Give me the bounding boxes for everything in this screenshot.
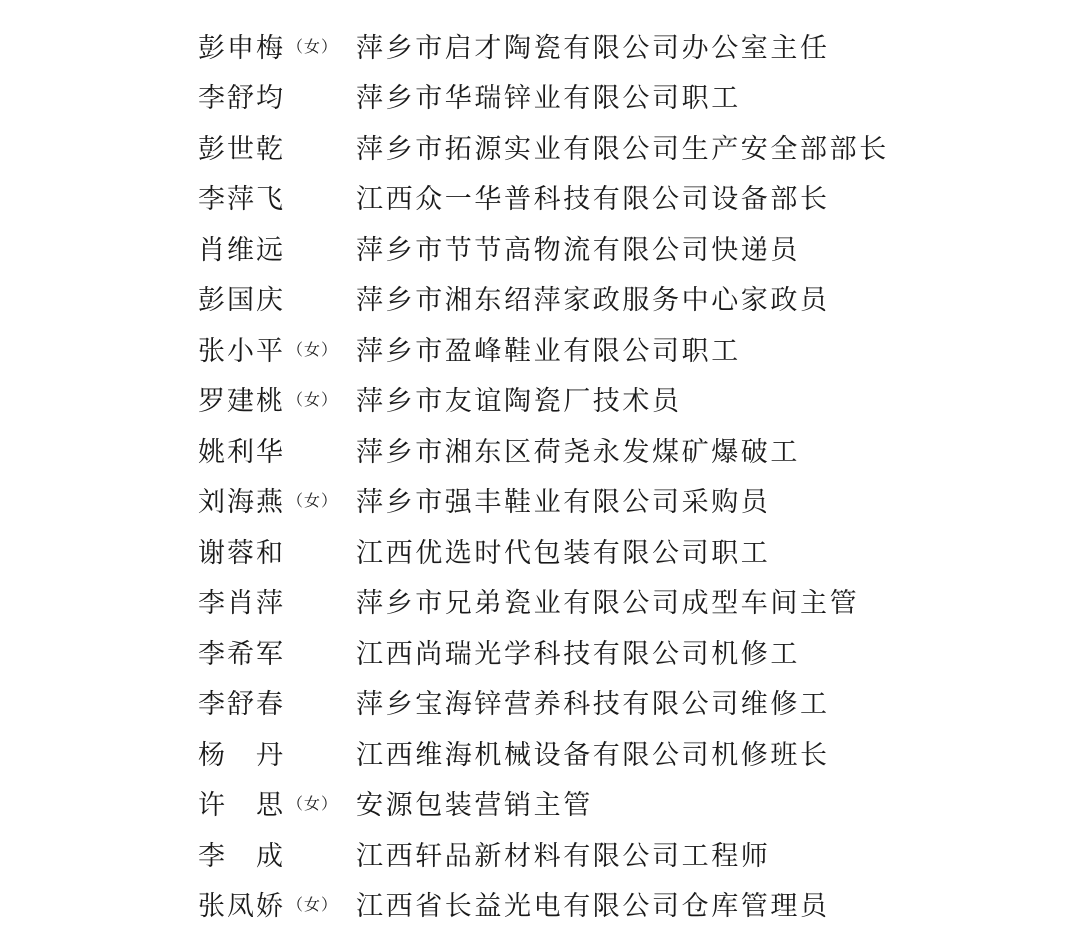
list-item xyxy=(198,475,1058,526)
organization-title: 萍乡市友谊陶瓷厂技术员 xyxy=(356,386,682,418)
name-cell xyxy=(198,329,356,368)
list-item xyxy=(198,374,1058,425)
organization-title: 萍乡市华瑞锌业有限公司职工 xyxy=(356,83,741,115)
organization-title: 萍乡市盈峰鞋业有限公司职工 xyxy=(356,335,741,367)
name-cell xyxy=(198,783,356,822)
name-cell xyxy=(198,26,356,65)
organization-title: 江西轩品新材料有限公司工程师 xyxy=(356,840,771,872)
name-cell xyxy=(198,480,356,519)
organization-title: 萍乡市湘东区荷尧永发煤矿爆破工 xyxy=(356,436,800,468)
gender-note: （女） xyxy=(287,36,339,56)
list-item xyxy=(198,121,1058,172)
name-cell xyxy=(198,884,356,923)
list-item xyxy=(198,273,1058,324)
list-item xyxy=(198,778,1058,829)
person-name: 彭国庆 xyxy=(198,285,285,317)
name-cell xyxy=(198,632,356,671)
name-cell xyxy=(198,682,356,721)
name-cell xyxy=(198,177,356,216)
list-item xyxy=(198,677,1058,728)
organization-title: 江西尚瑞光学科技有限公司机修工 xyxy=(356,638,800,670)
person-name: 李萍飞 xyxy=(198,184,285,216)
name-cell xyxy=(198,834,356,873)
person-name: 李肖萍 xyxy=(198,588,285,620)
organization-title: 安源包装营销主管 xyxy=(356,790,593,822)
person-name: 杨 丹 xyxy=(198,739,285,771)
list-item xyxy=(198,576,1058,627)
list-item xyxy=(198,71,1058,122)
organization-title: 萍乡市节节高物流有限公司快递员 xyxy=(356,234,800,266)
list-item xyxy=(198,525,1058,576)
name-cell xyxy=(198,531,356,570)
person-name: 彭世乾 xyxy=(198,133,285,165)
person-name: 李舒春 xyxy=(198,689,285,721)
gender-note: （女） xyxy=(287,895,339,915)
organization-title: 萍乡市强丰鞋业有限公司采购员 xyxy=(356,487,771,519)
name-cell xyxy=(198,733,356,772)
organization-title: 江西众一华普科技有限公司设备部长 xyxy=(356,184,830,216)
list-item xyxy=(198,727,1058,778)
person-name: 彭申梅 xyxy=(198,32,285,64)
name-cell xyxy=(198,76,356,115)
person-name: 许 思 xyxy=(198,790,285,822)
organization-title: 江西维海机械设备有限公司机修班长 xyxy=(356,739,830,771)
gender-note: （女） xyxy=(287,794,339,814)
list-item xyxy=(198,828,1058,879)
list-item xyxy=(198,424,1058,475)
organization-title: 萍乡市启才陶瓷有限公司办公室主任 xyxy=(356,32,830,64)
person-name: 谢蓉和 xyxy=(198,537,285,569)
gender-note: （女） xyxy=(287,390,339,410)
gender-note: （女） xyxy=(287,491,339,511)
name-cell xyxy=(198,127,356,166)
person-name: 李舒均 xyxy=(198,83,285,115)
organization-title: 江西省长益光电有限公司仓库管理员 xyxy=(356,891,830,923)
name-cell xyxy=(198,278,356,317)
person-name: 李希军 xyxy=(198,638,285,670)
organization-title: 萍乡宝海锌营养科技有限公司维修工 xyxy=(356,689,830,721)
list-item xyxy=(198,222,1058,273)
list-item xyxy=(198,172,1058,223)
person-name: 刘海燕 xyxy=(198,487,285,519)
list-item xyxy=(198,20,1058,71)
name-list xyxy=(198,20,1058,929)
gender-note: （女） xyxy=(287,339,339,359)
name-cell xyxy=(198,228,356,267)
person-name: 肖维远 xyxy=(198,234,285,266)
organization-title: 萍乡市拓源实业有限公司生产安全部部长 xyxy=(356,133,889,165)
person-name: 李 成 xyxy=(198,840,285,872)
person-name: 张凤娇 xyxy=(198,891,285,923)
list-item xyxy=(198,879,1058,930)
organization-title: 萍乡市湘东绍萍家政服务中心家政员 xyxy=(356,285,830,317)
name-cell xyxy=(198,581,356,620)
name-cell xyxy=(198,430,356,469)
person-name: 姚利华 xyxy=(198,436,285,468)
organization-title: 江西优选时代包装有限公司职工 xyxy=(356,537,771,569)
person-name: 罗建桃 xyxy=(198,386,285,418)
name-cell xyxy=(198,379,356,418)
person-name: 张小平 xyxy=(198,335,285,367)
list-item xyxy=(198,626,1058,677)
list-item xyxy=(198,323,1058,374)
organization-title: 萍乡市兄弟瓷业有限公司成型车间主管 xyxy=(356,588,860,620)
